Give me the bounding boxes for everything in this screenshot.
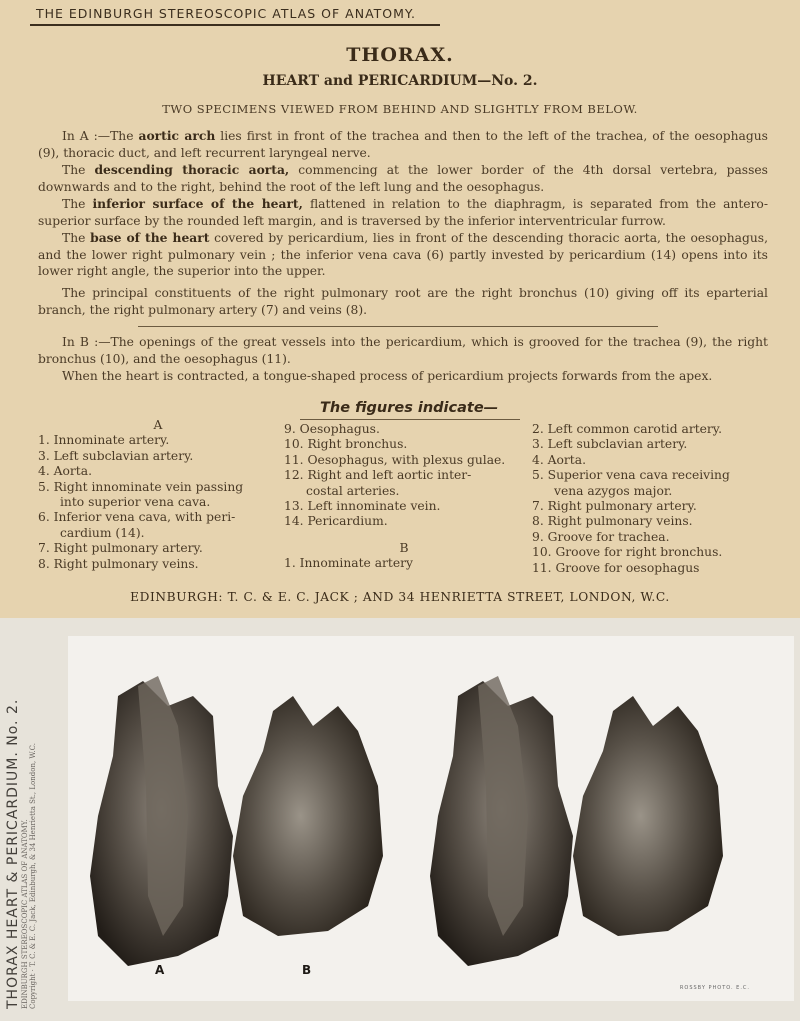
legend-item: 3. Left subclavian artery. [532, 437, 688, 452]
specimen-b-right [573, 696, 723, 936]
legend-heading-b: B [399, 540, 409, 555]
page-subtitle: HEART and PERICARDIUM—No. 2. [262, 73, 538, 89]
legend-item: 8. Right pulmonary veins. [38, 556, 199, 571]
legend-item: 4. Aorta. [38, 464, 92, 479]
stereo-photo-card [0, 618, 800, 1021]
legend-item: 7. Right pulmonary artery. [532, 499, 697, 514]
legend-item: 9. Groove for trachea. [532, 529, 670, 544]
figures-heading: The figures indicate— [320, 400, 499, 416]
specimen-a-left [90, 676, 233, 966]
legend-item: vena azygos major. [554, 483, 673, 498]
legend-item: 10. Right bronchus. [284, 437, 408, 452]
legend-heading-a: A [153, 418, 163, 432]
photo-label-b: B [302, 963, 312, 977]
paragraph-pulmonary-root: The principal constituents of the right pulmonary root are the right bronchus (10) giving off its eparterial branch, the right pulmonary artery (7) and veins (8). [38, 286, 768, 317]
divider [138, 326, 658, 327]
atlas-title: THE EDINBURGH STEREOSCOPIC ATLAS OF ANATOMY. [36, 6, 416, 21]
legend-item: costal arteries. [306, 483, 400, 498]
legend-item: 6. Inferior vena cava, with peri- [38, 510, 236, 525]
legend-item: 11. Groove for oesophagus [532, 560, 700, 575]
legend-item: cardium (14). [60, 525, 145, 540]
legend-item: 10. Groove for right bronchus. [532, 545, 723, 560]
paragraph-aortic-arch: In A :—The aortic arch lies first in front of the trachea and then to the left of the trachea, of the oesophagus (9), thoracic duct, and left recurrent laryngeal nerve. [38, 128, 768, 160]
legend-item: 13. Left innominate vein. [284, 499, 441, 514]
publisher-line: EDINBURGH: T. C. & E. C. JACK ; AND 34 HENRIETTA STREET, LONDON, W.C. [130, 590, 670, 604]
stereo-photograph [68, 636, 794, 1001]
legend-item: 11. Oesophagus, with plexus gulae. [284, 452, 506, 467]
legend-column-b [532, 422, 772, 576]
legend-item: 4. Aorta. [532, 452, 586, 467]
specimen-note: TWO SPECIMENS VIEWED FROM BEHIND AND SLIGHTLY FROM BELOW. [162, 102, 638, 116]
legend-item: 7. Right pulmonary artery. [38, 541, 203, 556]
legend-column-a [38, 418, 278, 572]
legend-item: 12. Right and left aortic inter- [284, 468, 472, 483]
heart-specimens-image [68, 636, 794, 1001]
legend-item: 1. Innominate artery [284, 556, 413, 571]
photo-credit: ROSSBY PHOTO. E.C. [679, 985, 750, 991]
paragraph-specimen-b: In B :—The openings of the great vessels into the pericardium, which is grooved for the trachea (9), the right bronchus (10), and the oesophagus (11). [38, 335, 768, 366]
legend-item: 8. Right pulmonary veins. [532, 514, 693, 529]
legend-item: 3. Left subclavian artery. [38, 448, 194, 463]
paragraph-inferior-surface: The inferior surface of the heart, flattened in relation to the diaphragm, is separated from the antero-superior surface by the rounded left margin, and is traversed by the inferior interventricular furrow. [38, 196, 768, 228]
legend-item: 2. Left common carotid artery. [532, 422, 723, 436]
legend-item: 5. Right innominate vein passing [38, 479, 244, 494]
specimen-b-left [233, 696, 383, 936]
legend-item: into superior vena cava. [60, 495, 211, 510]
legend-item: 14. Pericardium. [284, 514, 388, 529]
photo-label-a: A [155, 963, 165, 977]
side-title: THORAX HEART & PERICARDIUM. No. 2. [5, 698, 21, 1009]
legend-item: 9. Oesophagus. [284, 422, 380, 436]
atlas-underline [30, 24, 440, 26]
specimen-a-right [430, 676, 573, 966]
side-subtitle: EDINBURGH STEREOSCOPIC ATLAS OF ANATOMY. [21, 819, 29, 1009]
page-title: THORAX. [346, 44, 454, 66]
figures-underline [300, 419, 520, 420]
side-copyright: Copyright · T. C. & E. C. Jack, Edinburgh, & 34 Henrietta St., London, W.C. [29, 743, 37, 1009]
legend-column-a-cont [284, 422, 524, 572]
paragraph-base-of-heart: The base of the heart covered by pericardium, lies in front of the descending thoracic aorta, the oesophagus, and the lower right pulmonary vein ; the inferior vena cava (6) partly invested by pericardium (14) opens into its lower right angle, the superior into the upper. [38, 230, 769, 278]
paragraph-contraction: When the heart is contracted, a tongue-shaped process of pericardium projects forwards from the apex. [62, 369, 713, 383]
legend-item: 1. Innominate artery. [38, 433, 170, 448]
legend-item: 5. Superior vena cava receiving [532, 468, 730, 483]
photo-side-caption [5, 663, 41, 1009]
paragraph-descending-aorta: The descending thoracic aorta, commencing at the lower border of the 4th dorsal vertebra, passes downwards and to the right, behind the root of the left lung and the oesophagus. [38, 162, 768, 194]
